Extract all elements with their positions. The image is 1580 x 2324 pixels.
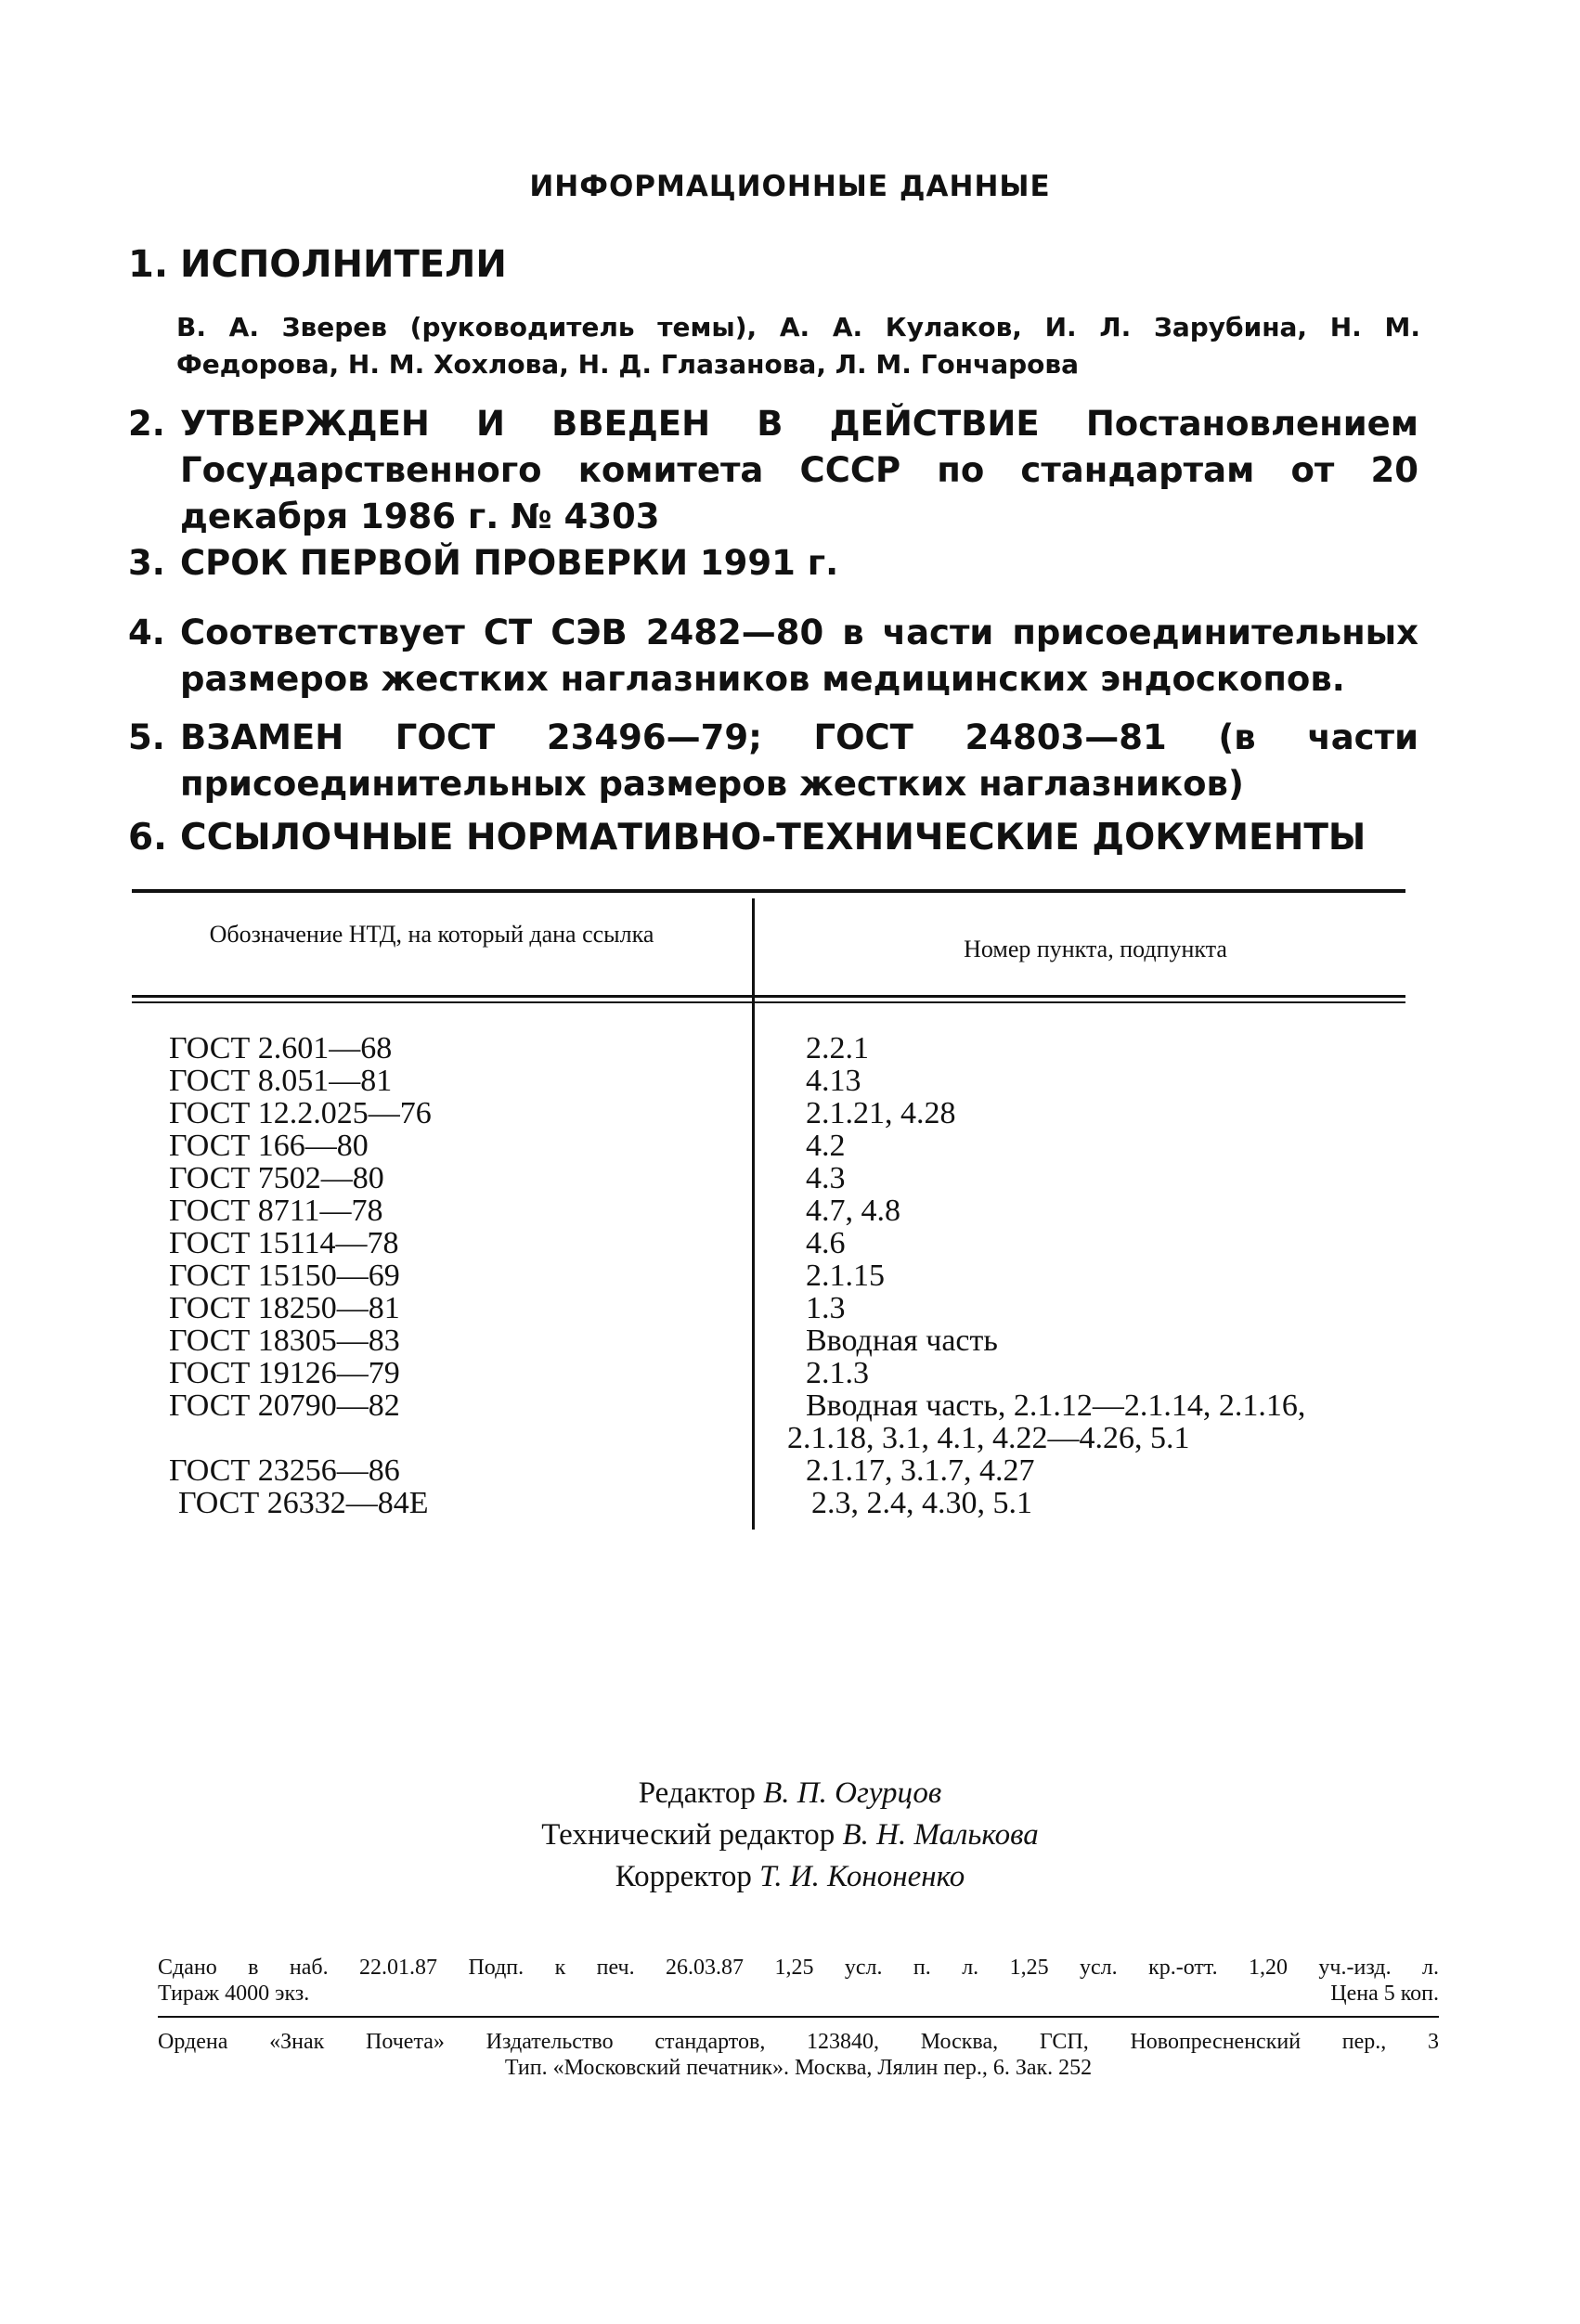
table-cell-designation: ГОСТ 2.601—68 (169, 1031, 393, 1065)
section-4 (128, 610, 1418, 703)
credit-person: В. Н. Малькова (842, 1818, 1039, 1852)
table-row (0, 1422, 1580, 1454)
table-cell-clause: 4.3 (806, 1161, 846, 1195)
section-text: Соответствует СТ СЭВ 2482—80 в части присоединительных размеров жестких наглазников медицинских эндоскопов. (180, 613, 1418, 699)
table-cell-designation: ГОСТ 166—80 (169, 1129, 369, 1163)
table-row (0, 1259, 1580, 1292)
table-row (0, 1454, 1580, 1487)
credit-editor (0, 1773, 1580, 1814)
price: Цена 5 коп. (1330, 1982, 1439, 2006)
section-text: Постановлением Государственного комитета СССР по стандартам от 20 декабря 1986 г. № 4303 (180, 404, 1418, 536)
section-number: 1. (128, 243, 169, 286)
section-6 (128, 817, 1418, 859)
table-header-designation: Обозначение НТД, на который дана ссылка (209, 921, 654, 948)
table-cell-clause: 2.1.15 (806, 1259, 885, 1293)
credit-label: Корректор (615, 1860, 752, 1893)
print-run: Тираж 4000 экз. (158, 1982, 310, 2006)
table-cell-clause: 4.7, 4.8 (806, 1194, 900, 1228)
imprint-line-2 (158, 1981, 1439, 2007)
table-row (0, 1292, 1580, 1324)
table-cell-designation: ГОСТ 12.2.025—76 (169, 1096, 432, 1130)
imprint-rule (158, 2016, 1439, 2018)
table-cell-designation: ГОСТ 8.051—81 (169, 1064, 393, 1098)
table-cell-designation: ГОСТ 15114—78 (169, 1226, 399, 1260)
table-cell-clause: 2.1.17, 3.1.7, 4.27 (806, 1453, 1035, 1488)
table-header-rule (132, 995, 1405, 998)
credit-person: Т. И. Кононенко (759, 1860, 965, 1893)
table-row (0, 1130, 1580, 1162)
section-heading: ИСПОЛНИТЕЛИ (180, 243, 507, 286)
section-text: ВЗАМЕН ГОСТ 23496—79; ГОСТ 24803—81 (в части присоединительных размеров жестких наглазников) (180, 717, 1418, 804)
table-header-rule-2 (132, 1001, 1405, 1003)
section-heading: ССЫЛОЧНЫЕ НОРМАТИВНО-ТЕХНИЧЕСКИЕ ДОКУМЕНТЫ (180, 817, 1366, 859)
table-cell-clause: 1.3 (806, 1291, 846, 1325)
imprint-line-4: Тип. «Московский печатник». Москва, Лялин пер., 6. Зак. 252 (504, 2056, 1093, 2080)
table-row (0, 1389, 1580, 1422)
section-number: 3. (128, 543, 165, 583)
table-cell-clause: 2.1.3 (806, 1356, 869, 1390)
executors-text: В. А. Зверев (руководитель темы), А. А. Кулаков, И. Л. Зарубина, Н. М. Федорова, Н. М. Хохлова, Н. Д. Глазанова, Л. М. Гончарова (176, 312, 1420, 380)
table-cell-designation: ГОСТ 23256—86 (169, 1453, 400, 1488)
section-number: 5. (128, 717, 165, 757)
table-cell-clause: 2.2.1 (806, 1031, 869, 1065)
section-number: 6. (128, 817, 167, 859)
table-cell-clause: 2.1.18, 3.1, 4.1, 4.22—4.26, 5.1 (787, 1421, 1190, 1455)
credit-proofreader (0, 1856, 1580, 1898)
table-cell-clause: 2.3, 2.4, 4.30, 5.1 (811, 1486, 1032, 1520)
table-cell-clause: Вводная часть (806, 1323, 998, 1358)
table-row (0, 1194, 1580, 1227)
section-5 (128, 715, 1418, 807)
table-cell-clause: 4.2 (806, 1129, 846, 1163)
imprint-line-1: Сдано в наб. 22.01.87 Подп. к печ. 26.03.87 1,25 усл. п. л. 1,25 усл. кр.-отт. 1,20 уч.-изд. л. (158, 1956, 1439, 1980)
table-row (0, 1487, 1580, 1519)
credit-label: Редактор (638, 1776, 756, 1810)
table-cell-designation: ГОСТ 20790—82 (169, 1388, 400, 1423)
table-row (0, 1227, 1580, 1259)
table-row (0, 1357, 1580, 1389)
section-heading: УТВЕРЖДЕН И ВВЕДЕН В ДЕЙСТВИЕ (180, 404, 1040, 444)
section-number: 2. (128, 404, 165, 444)
table-cell-designation: ГОСТ 18250—81 (169, 1291, 400, 1325)
credit-person: В. П. Огурцов (763, 1776, 942, 1810)
table-row (0, 1097, 1580, 1130)
imprint-line-3: Ордена «Знак Почета» Издательство стандартов, 123840, Москва, ГСП, Новопресненский пер., 3 (158, 2030, 1439, 2054)
section-body (180, 401, 1418, 540)
table-row (0, 1324, 1580, 1357)
table-cell-designation: ГОСТ 15150—69 (169, 1259, 400, 1293)
table-body (0, 1032, 1580, 1519)
section-heading: СРОК ПЕРВОЙ ПРОВЕРКИ 1991 г. (180, 543, 839, 583)
table-row (0, 1162, 1580, 1194)
table-row (0, 1065, 1580, 1097)
credit-label: Технический редактор (541, 1818, 835, 1852)
table-cell-designation: ГОСТ 18305—83 (169, 1323, 400, 1358)
table-cell-clause: Вводная часть, 2.1.12—2.1.14, 2.1.16, (806, 1388, 1306, 1423)
credits (0, 1773, 1580, 1898)
table-cell-clause: 4.13 (806, 1064, 861, 1098)
table-cell-clause: 2.1.21, 4.28 (806, 1096, 956, 1130)
credit-tech-editor (0, 1814, 1580, 1856)
section-number: 4. (128, 613, 165, 652)
table-header-clause: Номер пункта, подпункта (964, 936, 1227, 962)
section-3 (128, 543, 1418, 583)
table-cell-clause: 4.6 (806, 1226, 846, 1260)
table-cell-designation: ГОСТ 19126—79 (169, 1356, 400, 1390)
table-cell-designation: ГОСТ 8711—78 (169, 1194, 383, 1228)
table-cell-designation: ГОСТ 7502—80 (169, 1161, 384, 1195)
table-top-rule (132, 889, 1405, 893)
section-2 (128, 401, 1418, 540)
table-cell-designation: ГОСТ 26332—84Е (178, 1486, 429, 1520)
section-1 (128, 243, 1418, 286)
table-row (0, 1032, 1580, 1065)
page-title: ИНФОРМАЦИОННЫЕ ДАННЫЕ (529, 170, 1051, 203)
